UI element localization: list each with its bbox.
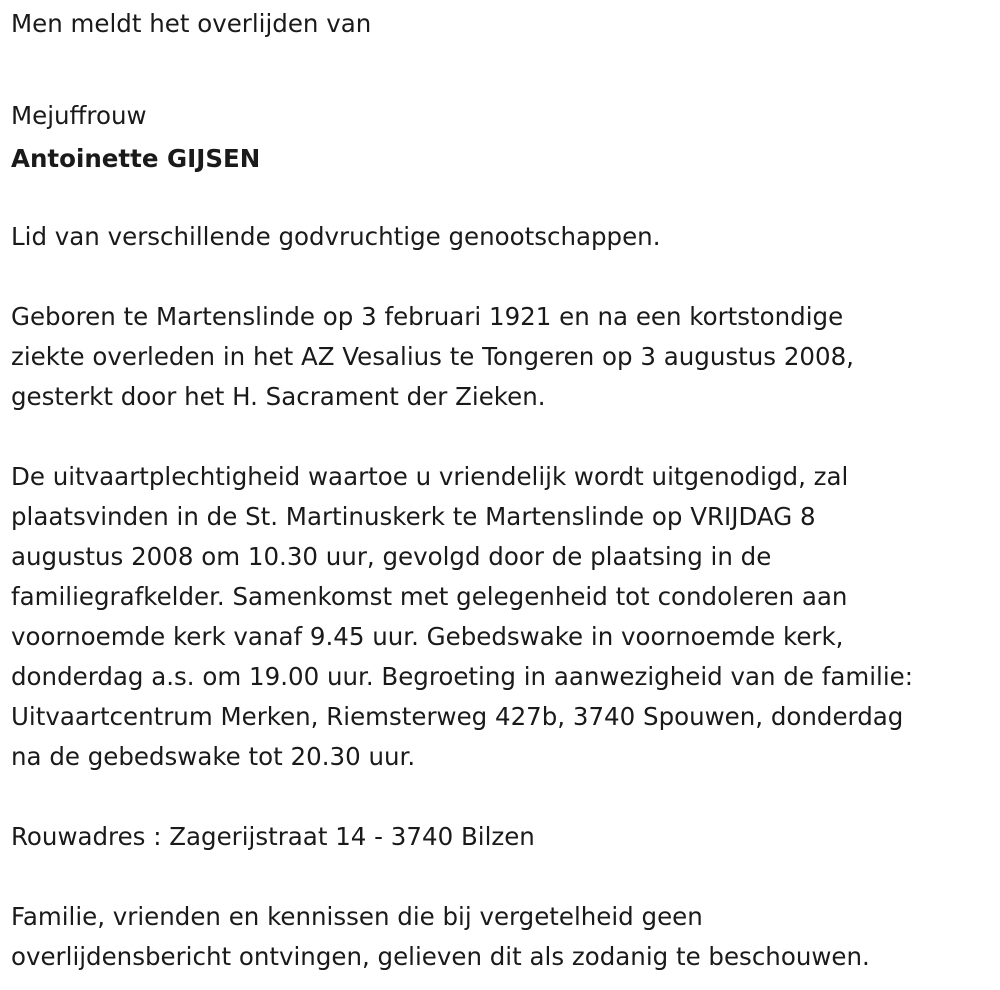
paragraph-line: gesterkt door het H. Sacrament der Zieken. bbox=[11, 382, 546, 411]
death-notice bbox=[11, 4, 991, 977]
spacer bbox=[11, 857, 991, 897]
paragraph-line: Geboren te Martenslinde op 3 februari 1921 en na een kortstondige bbox=[11, 302, 844, 331]
paragraph-line: familiegrafkelder. Samenkomst met gelegenheid tot condoleren aan bbox=[11, 582, 848, 611]
birth-death-paragraph bbox=[11, 297, 991, 417]
paragraph-line: ziekte overleden in het AZ Vesalius te Tongeren op 3 augustus 2008, bbox=[11, 342, 854, 371]
mourning-address: Rouwadres : Zagerijstraat 14 - 3740 Bilzen bbox=[11, 822, 535, 851]
deceased-name: Antoinette GIJSEN bbox=[11, 144, 261, 173]
paragraph-line: Uitvaartcentrum Merken, Riemsterweg 427b, 3740 Spouwen, donderdag bbox=[11, 702, 904, 731]
salutation: Mejuffrouw bbox=[11, 101, 147, 130]
spacer bbox=[11, 44, 991, 84]
spacer bbox=[11, 257, 991, 297]
membership-line: Lid van verschillende godvruchtige genootschappen. bbox=[11, 222, 661, 251]
paragraph-line: donderdag a.s. om 19.00 uur. Begroeting in aanwezigheid van de familie: bbox=[11, 662, 913, 691]
paragraph-line: na de gebedswake tot 20.30 uur. bbox=[11, 742, 416, 771]
paragraph-line: augustus 2008 om 10.30 uur, gevolgd door de plaatsing in de bbox=[11, 542, 772, 571]
paragraph-line: plaatsvinden in de St. Martinuskerk te Martenslinde op VRIJDAG 8 bbox=[11, 502, 816, 531]
paragraph-line: overlijdensbericht ontvingen, gelieven dit als zodanig te beschouwen. bbox=[11, 942, 870, 971]
paragraph-line: voornoemde kerk vanaf 9.45 uur. Gebedswake in voornoemde kerk, bbox=[11, 622, 844, 651]
spacer bbox=[11, 777, 991, 817]
paragraph-line: Familie, vrienden en kennissen die bij vergetelheid geen bbox=[11, 902, 703, 931]
intro-line: Men meldt het overlijden van bbox=[11, 9, 372, 38]
closing-paragraph bbox=[11, 897, 991, 977]
spacer bbox=[11, 417, 991, 457]
funeral-paragraph bbox=[11, 457, 991, 777]
spacer bbox=[11, 179, 991, 217]
paragraph-line: De uitvaartplechtigheid waartoe u vriendelijk wordt uitgenodigd, zal bbox=[11, 462, 849, 491]
